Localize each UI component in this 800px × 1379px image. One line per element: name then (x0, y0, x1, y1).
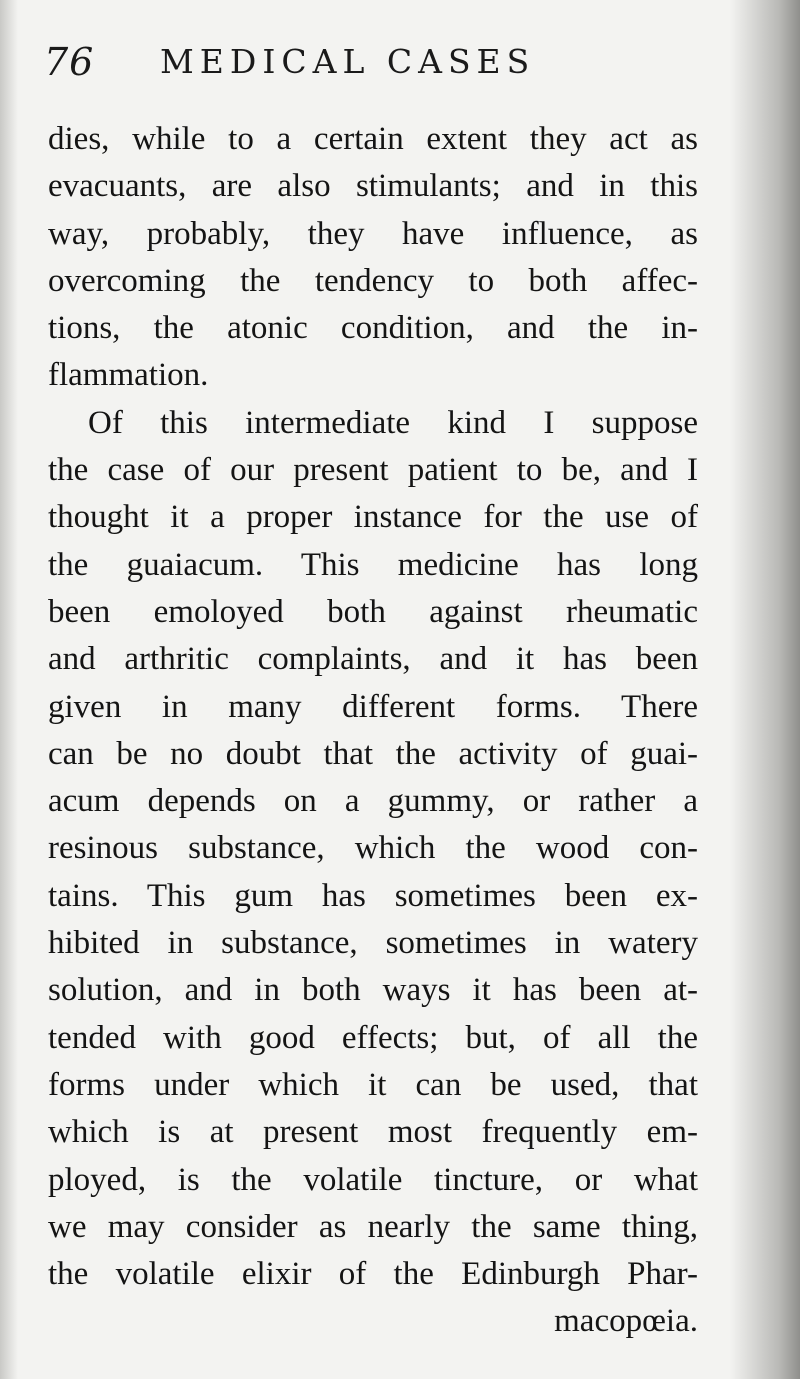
running-head (44, 38, 744, 88)
text-line: been emoloyed both against rheumatic (48, 593, 698, 630)
text-line: overcoming the tendency to both affec- (48, 262, 698, 299)
text-line: tended with good effects; but, of all the (48, 1019, 698, 1056)
text-line: thought it a proper instance for the use of (48, 499, 698, 536)
text-line: tions, the atonic condition, and the in- (48, 310, 698, 347)
running-title: MEDICAL CASES (160, 42, 536, 81)
text-line: flammation. (48, 357, 209, 394)
text-line: tains. This gum has sometimes been ex- (48, 877, 698, 914)
text-line: ployed, is the volatile tincture, or what (48, 1161, 698, 1198)
text-line: the case of our present patient to be, and I (48, 452, 698, 489)
text-line: and arthritic complaints, and it has been (48, 641, 698, 678)
text-line: the guaiacum. This medicine has long (48, 546, 698, 583)
text-line: can be no doubt that the activity of guai- (48, 735, 698, 772)
text-line: the volatile elixir of the Edinburgh Phar- (48, 1256, 698, 1293)
paragraph-first-line: Of this intermediate kind I suppose (88, 404, 698, 441)
page-number: 76 (44, 40, 95, 84)
text-line: given in many different forms. There (48, 688, 698, 725)
text-line: dies, while to a certain extent they act as (48, 121, 698, 157)
text-line: resinous substance, which the wood con- (48, 830, 698, 867)
text-line: which is at present most frequently em- (48, 1114, 698, 1151)
text-line: acum depends on a gummy, or rather a (48, 783, 698, 820)
text-line: we may consider as nearly the same thing, (48, 1208, 698, 1245)
text-line: evacuants, are also stimulants; and in this (48, 168, 698, 205)
text-line: way, probably, they have influence, as (48, 215, 698, 252)
text-line: forms under which it can be used, that (48, 1066, 698, 1103)
text-line-final: macopœia. (554, 1303, 698, 1340)
text-line: hibited in substance, sometimes in watery (48, 925, 698, 962)
text-line: solution, and in both ways it has been at- (48, 972, 698, 1009)
body-text (48, 116, 698, 1346)
